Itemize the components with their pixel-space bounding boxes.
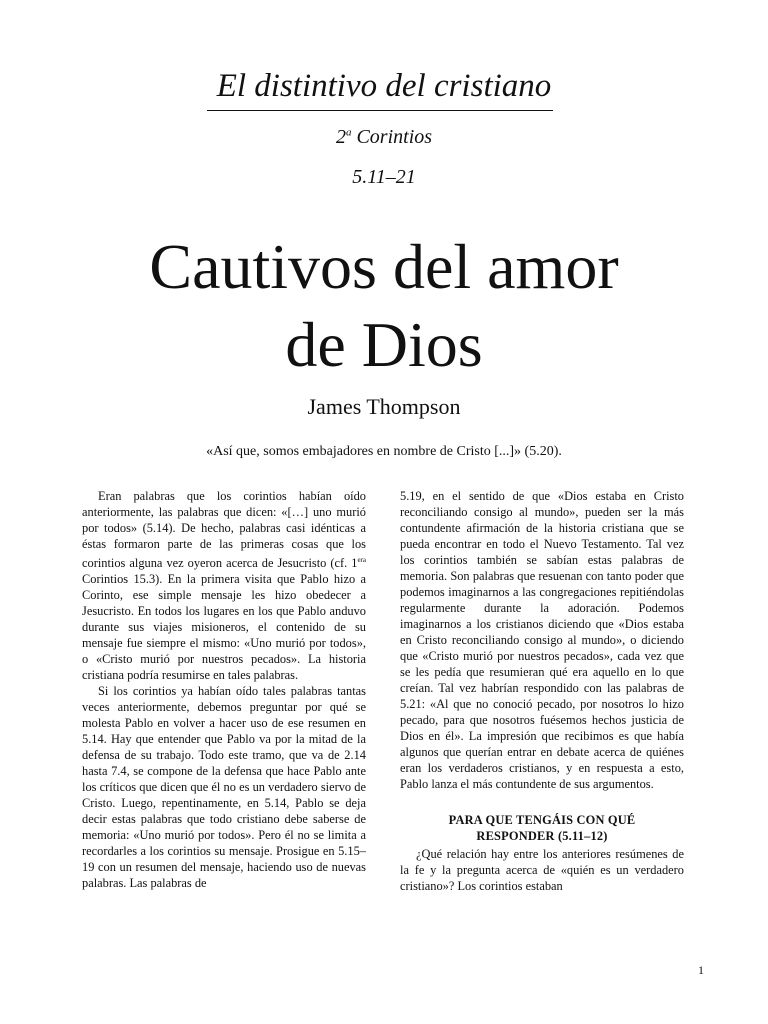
article-title bbox=[0, 228, 768, 384]
author-name: James Thompson bbox=[307, 394, 461, 419]
right-column bbox=[400, 488, 684, 894]
body-paragraph: 5.19, en el sentido de que «Dios estaba en Cristo reconciliando consigo al mundo», pueden ser la más contundente afirmación de la historia cristiana que se pueda encontrar en todo el Nuevo Testamento. Tal vez los corintios también se sabían estas palabras de memoria. Son palabras que resuenan con tanto poder que podemos imaginarnos a las congregaciones repitiéndolas regularmente durante la adoración. Podemos imaginarnos a los cristianos diciendo que «Dios estaba en Cristo reconciliando consigo al mundo», o diciendo que «Cristo murió por nuestros pecados», cada vez que se les pedía que resumieran qué era aquello en lo que creían. Tal vez habrían respondido con las palabras de 5.21: «Al que no conoció pecado, por nosotros lo hizo pecado, para que nosotros fuésemos hechos justicia de Dios en él». La impresión que recibimos es que había algunos que querían entrar en debate acerca de quiénes eran los verdaderos cristianos, y en respuesta a esto, Pablo lanza el más contundente de sus argumentos. bbox=[400, 489, 684, 791]
paragraph-text: Eran palabras que los corintios habían oído anteriormente, las palabras que dicen: «[…] uno murió por todos» (5.14). De hecho, palabras casi idénticas a éstas formaron parte de las primeras cosas que los corintios alguna vez oyeron acerca de Jesucristo (cf. 1 bbox=[82, 489, 366, 571]
left-column bbox=[82, 488, 366, 891]
series-title: El distintivo del cristiano bbox=[216, 68, 552, 104]
title-divider bbox=[207, 110, 553, 111]
body-paragraph: ¿Qué relación hay entre los anteriores resúmenes de la fe y la pregunta acerca de «quién es un verdadero cristiano»? Los corintios estaban bbox=[400, 847, 684, 893]
section-heading bbox=[400, 812, 684, 844]
book-reference bbox=[0, 124, 768, 150]
book-name: Corintios bbox=[356, 126, 433, 148]
verse-range: 5.11–21 bbox=[352, 166, 416, 188]
article-title-line-1: Cautivos del amor bbox=[149, 231, 619, 302]
body-paragraph bbox=[82, 488, 366, 683]
book-ordinal: 2 bbox=[335, 126, 346, 148]
ordinal-superscript: era bbox=[357, 556, 366, 564]
paragraph-text: Corintios 15.3). En la primera visita que Pablo hizo a Corinto, ese simple mensaje les hizo obedecer a Jesucristo. En todos los lugares en los que Pablo anduvo durante sus viajes misioneros, el contenido de su mensaje fue siempre el mismo: «Uno murió por todos», o «Cristo murió por nuestros pecados». La historia cristiana podría resumirse en tales palabras. bbox=[82, 572, 366, 683]
section-heading-line-1: PARA QUE TENGÁIS CON QUÉ bbox=[448, 813, 636, 827]
body-paragraph: Si los corintios ya habían oído tales palabras tantas veces anteriormente, debemos preguntar por qué se molesta Pablo en volver a hacer uso de ese resumen en 5.14. Hay que entender que Pablo va por la mitad de la defensa de su trabajo. Todo este tramo, que va de 2.14 hasta 7.4, se compone de la defensa que hace Pablo ante los críticos que dicen que él no es un verdadero siervo de Cristo. Luego, repentinamente, en 5.14, Pablo se deja decir estas palabras que todo cristiano debe saberse de memoria: «Uno murió por todos». Pero él no se limita a recordarles a los corintios su mensaje. Prosigue en 5.15–19 con un resumen del mensaje, haciendo uso de nuevas palabras. Las palabras de bbox=[82, 684, 366, 891]
book-ordinal-superscript: a bbox=[345, 126, 352, 139]
epigraph-quote: «Así que, somos embajadores en nombre de Cristo [...]» (5.20). bbox=[206, 444, 562, 459]
article-title-line-2: de Dios bbox=[285, 309, 483, 380]
section-heading-line-2: RESPONDER (5.11–12) bbox=[476, 829, 608, 843]
page-number: 1 bbox=[698, 963, 704, 977]
